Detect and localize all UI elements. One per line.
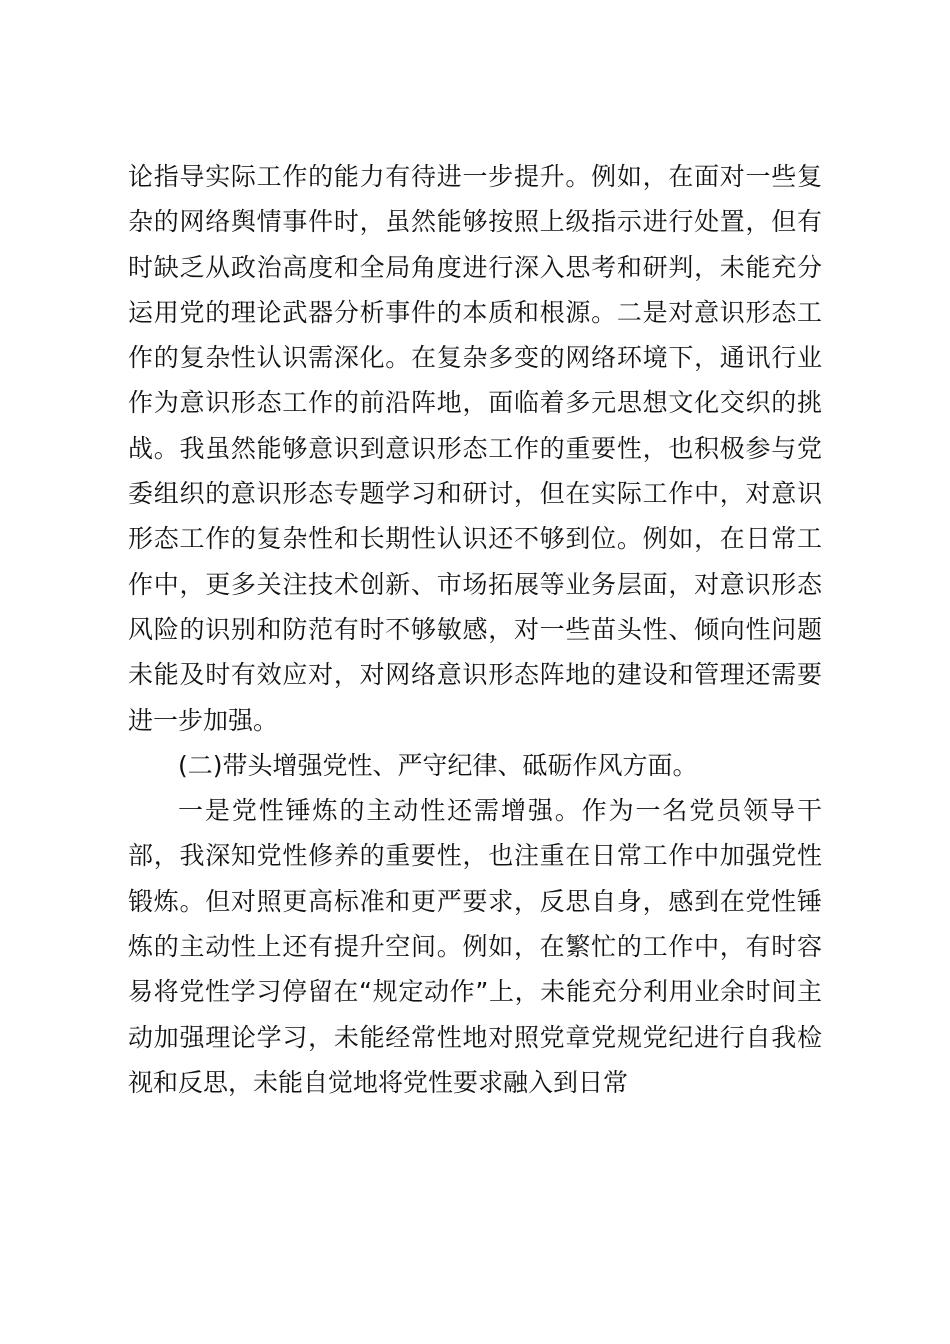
text-line: 时缺乏从政治高度和全局角度进行深入思考和研判，未能充分 — [128, 252, 822, 282]
document-body — [128, 154, 822, 1105]
text-line: 未能及时有效应对，对网络意识形态阵地的建设和管理还需要 — [128, 660, 822, 690]
text-line: 战。我虽然能够意识到意识形态工作的重要性，也积极参与党 — [128, 433, 822, 463]
text-line: 锻炼。但对照更高标准和更严要求，反思自身，感到在党性锤 — [128, 886, 822, 916]
text-line: 形态工作的复杂性和长期性认识还不够到位。例如，在日常工 — [128, 524, 822, 554]
text-line: 风险的识别和防范有时不够敏感，对一些苗头性、倾向性问题 — [128, 614, 822, 644]
text-line: 部，我深知党性修养的重要性，也注重在日常工作中加强党性 — [128, 841, 822, 871]
text-line: 炼的主动性上还有提升空间。例如，在繁忙的工作中，有时容 — [128, 932, 822, 962]
text-line: 易将党性学习停留在“规定动作”上，未能充分利用业余时间主 — [128, 977, 822, 1007]
text-line: 作为意识形态工作的前沿阵地，面临着多元思想文化交织的挑 — [128, 388, 822, 418]
text-line: 一是党性锤炼的主动性还需增强。作为一名党员领导干 — [178, 796, 822, 826]
text-line: 论指导实际工作的能力有待进一步提升。例如，在面对一些复 — [128, 162, 822, 191]
text-line: 运用党的理论武器分析事件的本质和根源。二是对意识形态工 — [128, 297, 822, 327]
text-line: 作中，更多关注技术创新、市场拓展等业务层面，对意识形态 — [128, 569, 822, 599]
section-heading: (二)带头增强党性、严守纪律、砥砺作风方面。 — [178, 750, 698, 780]
text-line: 进一步加强。 — [128, 705, 279, 735]
text-line: 委组织的意识形态专题学习和研讨，但在实际工作中，对意识 — [128, 479, 822, 509]
text-line: 动加强理论学习，未能经常性地对照党章党规党纪进行自我检 — [128, 1022, 822, 1052]
text-line: 杂的网络舆情事件时，虽然能够按照上级指示进行处置，但有 — [128, 207, 822, 237]
text-line: 视和反思，未能自觉地将党性要求融入到日常 — [128, 1067, 629, 1097]
text-line: 作的复杂性认识需深化。在复杂多变的网络环境下，通讯行业 — [128, 343, 822, 373]
